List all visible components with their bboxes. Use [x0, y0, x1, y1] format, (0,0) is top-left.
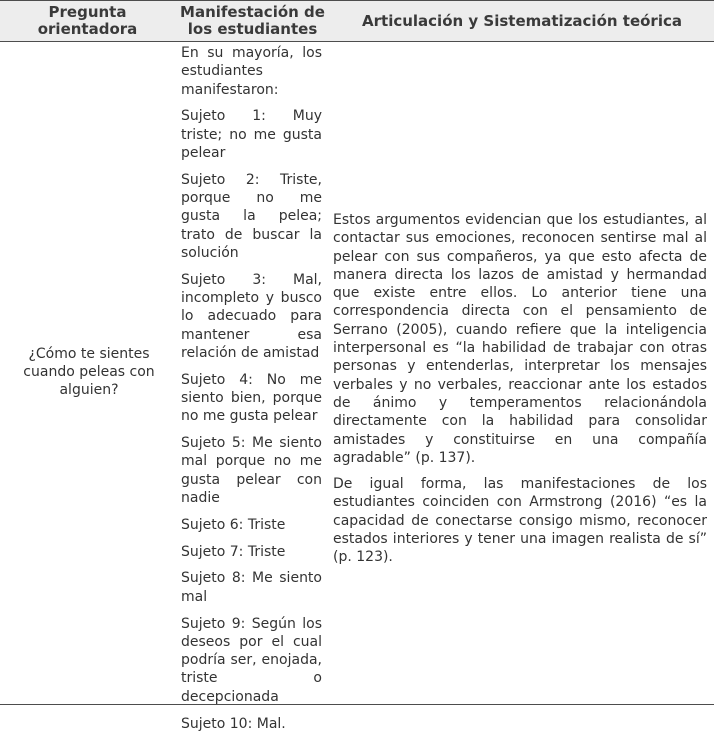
theory-paragraph: Estos argumentos evidencian que los estudiantes, al contactar sus emociones, reconocen sentirse mal al pelear con sus compañeros, ya que esto afecta de manera directa los lazos de amistad y hermandad que existe entre ellos. Lo anterior tiene una correspondencia directa con el pensamiento de Serrano (2005), cuando refiere que la inteligencia interpersonal es “la habilidad de trabajar con otras personas y entenderlas, interpretar los mensajes verbales y no verbales, reaccionar ante los estados de ánimo y temperamentos relacionándola directamente con la habilidad para consolidar amistades y constituirse en una compañía agradable” (p. 137). [333, 212, 707, 466]
theory-paragraph: De igual forma, las manifestaciones de los estudiantes coinciden con Armstrong (2016) “es la capacidad de conectarse consigo mismo, reconocer estados interiores y tener una imagen realista de sí” (p. 123). [333, 476, 707, 566]
header-student-manifestation: Manifestación de los estudiantes [180, 3, 325, 38]
manifestation-item: Sujeto 2: Triste, porque no me gusta la pelea; trato de buscar la solución [181, 171, 322, 261]
guiding-question-text: ¿Cómo te sientes cuando peleas con alguien? [23, 346, 155, 398]
table-header [0, 0, 714, 42]
table-bottom-rule [0, 704, 714, 705]
manifestation-item: Sujeto 8: Me siento mal [181, 570, 322, 605]
manifestation-item: Sujeto 7: Triste [181, 543, 286, 560]
header-guiding-question: Pregunta orientadora [37, 3, 138, 38]
manifestation-item: Sujeto 6: Triste [181, 516, 286, 533]
theory-cell [333, 211, 707, 575]
header-theoretical-articulation: Articulación y Sistematización teórica [362, 11, 682, 30]
manifestation-item: Sujeto 1: Muy triste; no me gusta pelear [181, 108, 322, 161]
manifestations-cell [181, 44, 322, 741]
manifestation-item: Sujeto 10: Mal. [181, 715, 286, 732]
manifestation-item: Sujeto 4: No me siento bien, porque no me gusta pelear [181, 371, 322, 425]
manifestation-item: Sujeto 9: Según los deseos por el cual podría ser, enojada, triste o decepcionada [181, 615, 322, 705]
manifestation-item: En su mayoría, los estudiantes manifestaron: [181, 45, 322, 98]
manifestation-item: Sujeto 5: Me siento mal porque no me gusta pelear con nadie [181, 435, 322, 507]
manifestation-item: Sujeto 3: Mal, incompleto y busco lo adecuado para mantener esa relación de amistad [181, 271, 322, 361]
